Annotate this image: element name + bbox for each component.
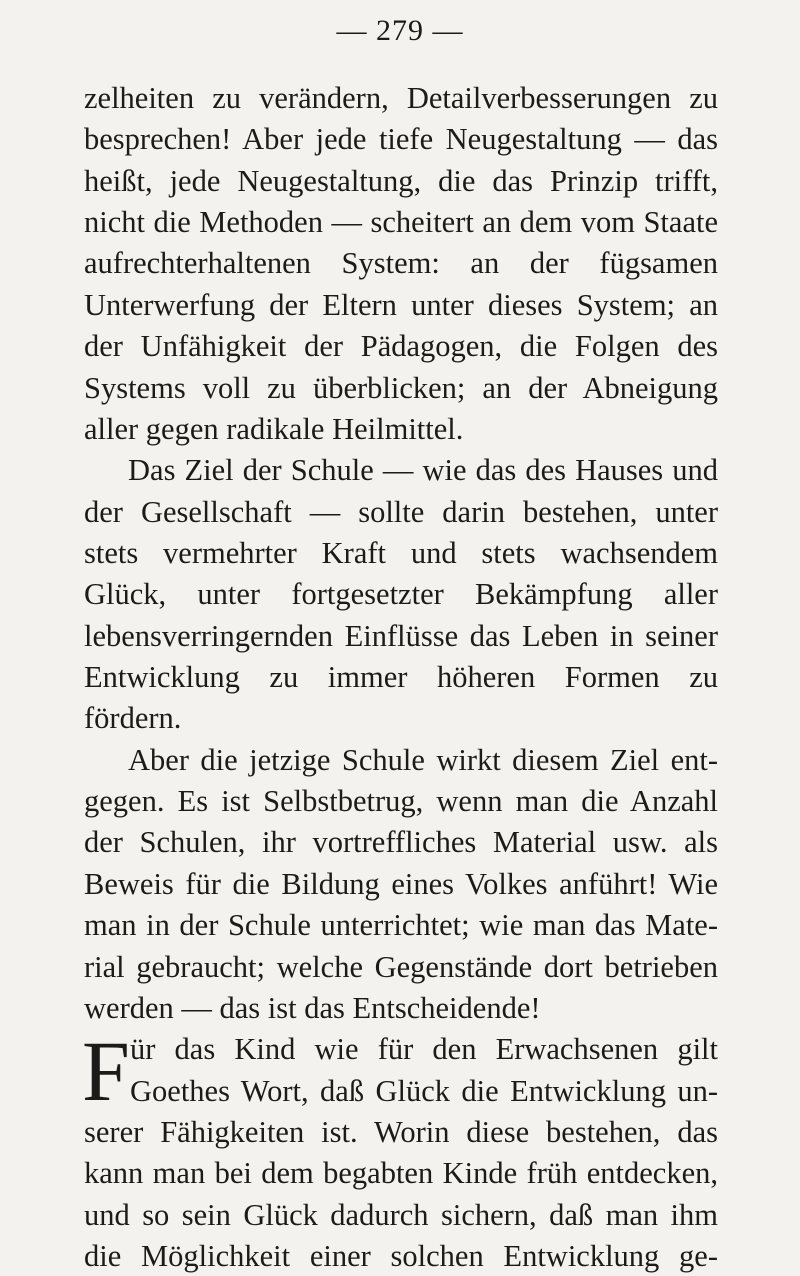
text-line: der Schulen, ihr vortreffliches Material usw. als [84, 825, 718, 860]
text-line: serer Fähigkeiten ist. Worin diese bestehen, das [84, 1114, 718, 1149]
text-line: gegen. Es ist Selbstbetrug, wenn man die Anzahl [84, 784, 718, 819]
page-number: — 279 — [336, 14, 464, 47]
drop-cap: F [82, 1023, 130, 1120]
text-line: Glück, unter fortgesetzter Bekämpfung aller [84, 577, 718, 612]
text-line: Systems voll zu überblicken; an der Abneigung [84, 370, 718, 405]
text-line: Aber die jetzige Schule wirkt diesem Ziel ent- [128, 742, 718, 777]
text-line: nicht die Methoden — scheitert an dem vom Staate [84, 205, 718, 240]
text-line: lebensverringernden Einflüsse das Leben in seiner [84, 618, 718, 653]
text-line: der Unfähigkeit der Pädagogen, die Folgen des [84, 329, 718, 364]
text-line: werden — das ist das Entscheidende! [84, 990, 541, 1025]
text-line: und so sein Glück dadurch sichern, daß man ihm [84, 1197, 718, 1232]
text-line: Das Ziel der Schule — wie das des Hauses und [128, 453, 718, 488]
text-line: Entwicklung zu immer höheren Formen zu [84, 660, 718, 694]
text-line: rial gebraucht; welche Gegenstände dort betrieben [84, 949, 718, 984]
text-line: aller gegen radikale Heilmittel. [84, 411, 464, 446]
text-line: heißt, jede Neugestaltung, die das Prinzip trifft, [84, 163, 718, 198]
text-line: fördern. [84, 701, 182, 736]
text-line: kann man bei dem begabten Kinde früh entdecken, [84, 1156, 718, 1191]
text-line: man in der Schule unterrichtet; wie man das Mate- [84, 908, 718, 943]
text-line: Unterwerfung der Eltern unter dieses System; an [84, 287, 718, 322]
text-line: Beweis für die Bildung eines Volkes anführt! Wie [84, 866, 718, 901]
text-line: Goethes Wort, daß Glück die Entwicklung un- [130, 1073, 718, 1108]
text-line: stets vermehrter Kraft und stets wachsendem [84, 535, 718, 570]
text-line: aufrechterhaltenen System: an der fügsamen [84, 246, 718, 281]
text-line: der Gesellschaft — sollte darin bestehen, unter [84, 494, 718, 529]
text-line: die Möglichkeit einer solchen Entwicklung ge- [84, 1239, 718, 1273]
text-line: ür das Kind wie für den Erwachsenen gilt [130, 1032, 718, 1067]
text-line: besprechen! Aber jede tiefe Neugestaltung — das [84, 122, 718, 157]
text-line: zelheiten zu verändern, Detailverbesserungen zu [84, 81, 718, 115]
